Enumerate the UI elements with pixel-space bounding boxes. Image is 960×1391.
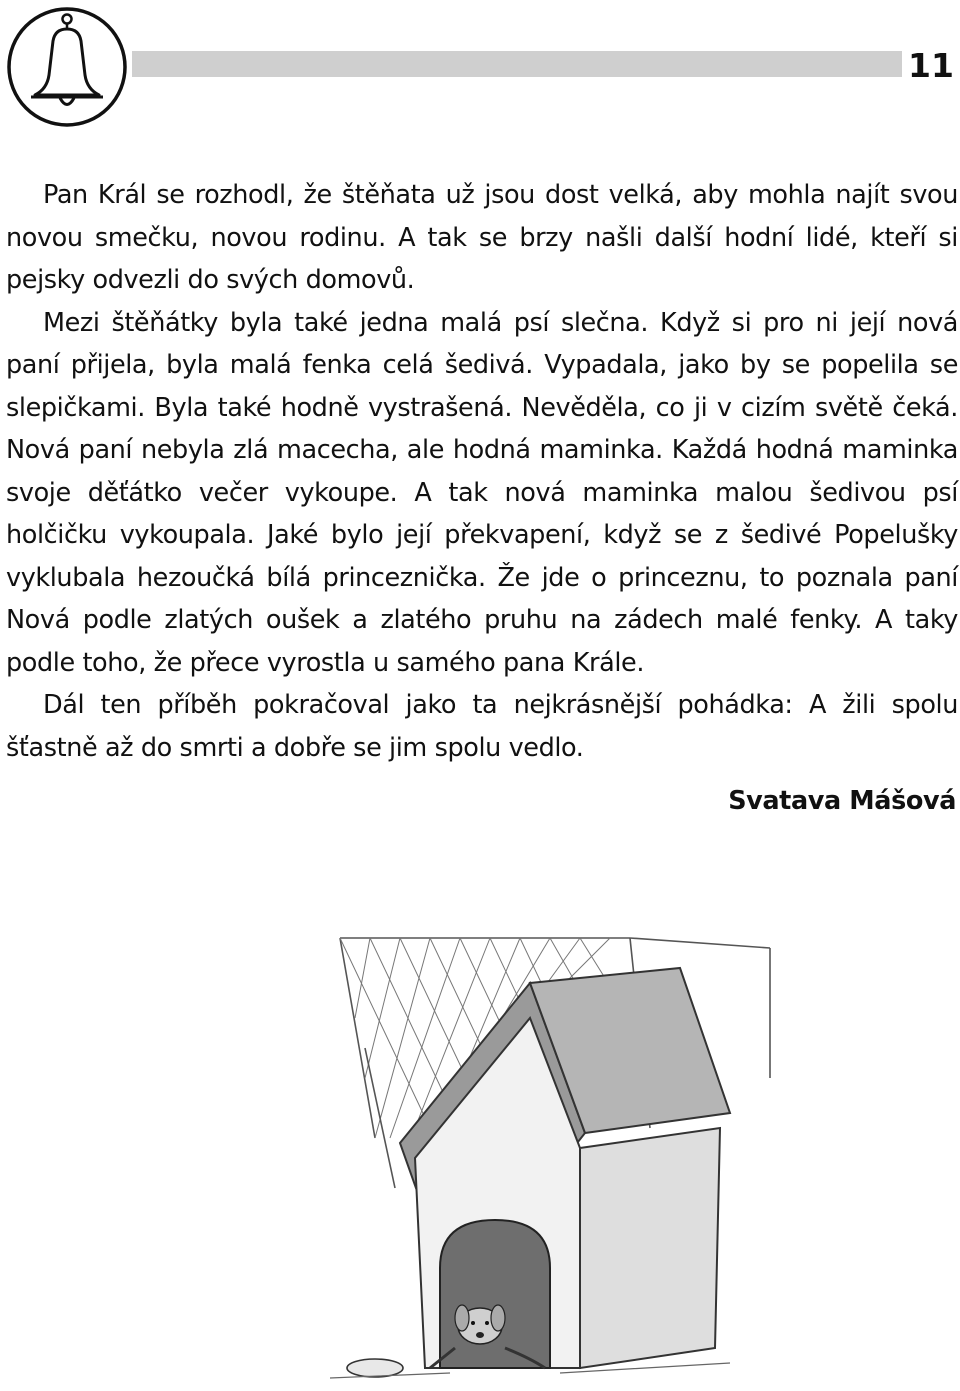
story-text — [6, 174, 958, 769]
header-bar — [132, 51, 902, 77]
story-paragraph: Mezi štěňátky byla také jedna malá psí slečna. Když si pro ni její nová paní přijela, byla malá fenka celá šedivá. Vypadala, jako by se popelila se slepičkami. Byla také hodně vystrašená. Nevěděla, co ji v cizím světě čeká. Nová paní nebyla zlá macecha, ale hodná maminka. Každá hodná maminka svoje děťátko večer vykoupe. A tak nová maminka malou šedivou psí holčičku vykoupala. Jaké bylo její překvapení, když se z šedivé Popelušky vyklubala hezoučká bílá princeznička. Že jde o princeznu, to poznala paní Nová podle zlatých oušek a zlatého pruhu na zádech malé fenky. A taky podle toho, že přece vyrostla u samého pana Krále. — [6, 307, 958, 678]
story-paragraph: Pan Král se rozhodl, že štěňata už jsou dost velká, aby mohla najít svou novou smečku, novou rodinu. A tak se brzy našli další hodní lidé, kteří si pejsky odvezli do svých domovů. — [6, 180, 958, 295]
bell-icon — [5, 5, 129, 129]
author-name: Svatava Mášová — [728, 786, 956, 816]
story-paragraph: Dál ten příběh pokračoval jako ta nejkrásnější pohádka: A žili spolu šťastně až do smrti a dobře se jim spolu vedlo. — [6, 690, 958, 763]
doghouse-with-puppy-illustration — [330, 928, 790, 1388]
page-header — [0, 0, 960, 140]
page-number: 11 — [902, 38, 960, 94]
